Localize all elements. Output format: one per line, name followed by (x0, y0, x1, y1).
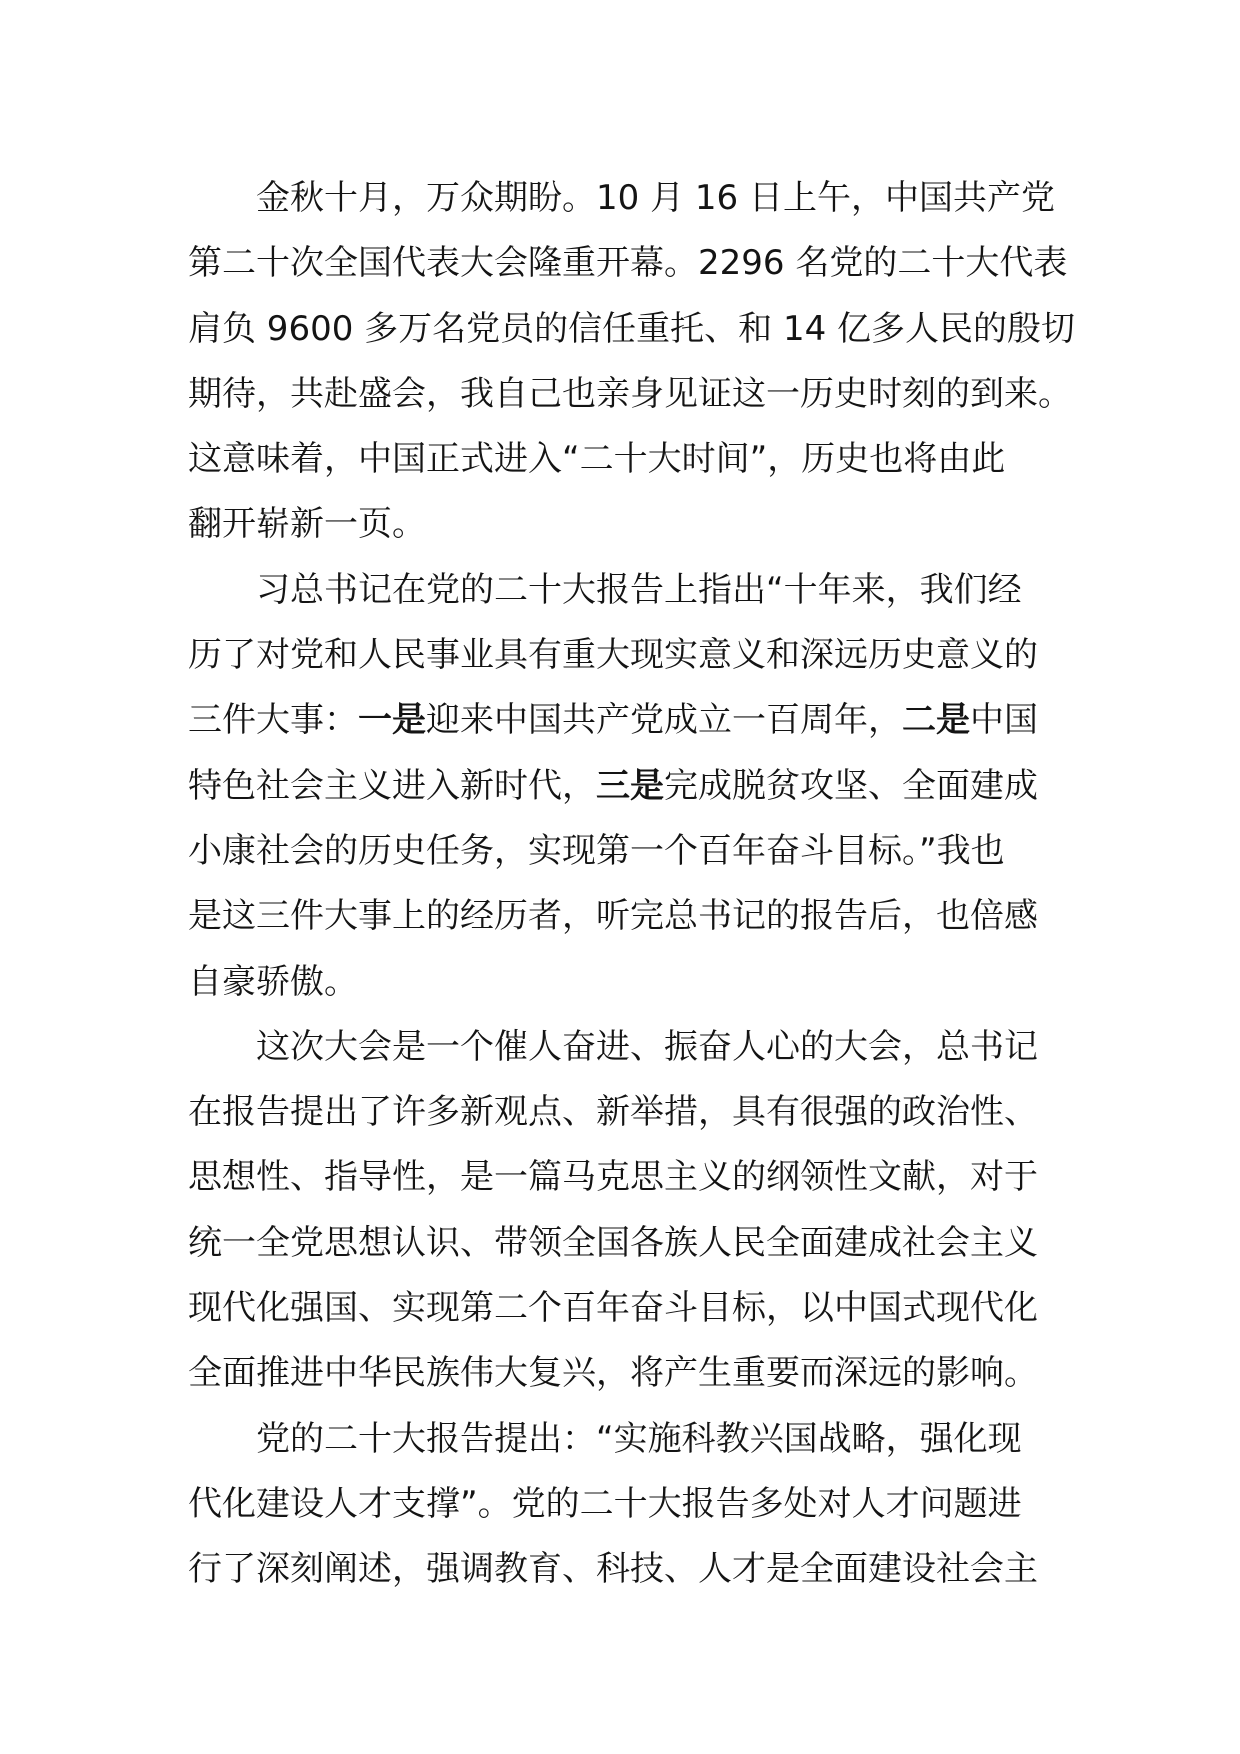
text-line: 现代化强国、实现第二个百年奋斗目标，以中国式现代化 (188, 1288, 1038, 1329)
body-text (188, 166, 1076, 1603)
text-run: 完成脱贫攻坚、全面建成 (664, 765, 1038, 806)
text-line (188, 754, 1068, 819)
text-line: 思想性、指导性，是一篇马克思主义的纲领性文献，对于 (188, 1157, 1038, 1198)
text-line: 期待，共赴盛会，我自己也亲身见证这一历史时刻的到来。 (188, 373, 1072, 414)
text-run: 中国 (970, 700, 1038, 741)
text-line: 第二十次全国代表大会隆重开幕。2296 名党的二十大代表 (188, 243, 1068, 284)
text-line: 党的二十大报告提出：“实施科教兴国战略，强化现 (256, 1418, 1022, 1459)
text-run: 迎来中国共产党成立一百周年， (426, 700, 902, 741)
text-line: 翻开崭新一页。 (188, 504, 426, 545)
text-line: 在报告提出了许多新观点、新举措，具有很强的政治性、 (188, 1092, 1038, 1133)
paragraph-1 (188, 166, 1076, 558)
text-line: 这意味着，中国正式进入“二十大时间”，历史也将由此 (188, 439, 1006, 480)
text-line: 统一全党思想认识、带领全国各族人民全面建成社会主义 (188, 1222, 1038, 1263)
text-line: 习总书记在党的二十大报告上指出“十年来，我们经 (256, 569, 1022, 610)
bold-emphasis: 二是 (902, 700, 970, 741)
text-line: 历了对党和人民事业具有重大现实意义和深远历史意义的 (188, 635, 1038, 676)
text-line: 金秋十月，万众期盼。10 月 16 日上午，中国共产党 (256, 178, 1055, 218)
text-line: 小康社会的历史任务，实现第一个百年奋斗目标。”我也 (188, 830, 1005, 871)
text-line: 肩负 9600 多万名党员的信任重托、和 14 亿多人民的殷切 (188, 308, 1076, 349)
text-line: 行了深刻阐述，强调教育、科技、人才是全面建设社会主 (188, 1549, 1038, 1590)
text-line: 是这三件大事上的经历者，听完总书记的报告后，也倍感 (188, 896, 1038, 937)
text-line: 代化建设人才支撑”。党的二十大报告多处对人才问题进 (188, 1483, 1022, 1524)
bold-emphasis: 三是 (596, 765, 664, 806)
paragraph-4 (188, 1407, 1068, 1603)
text-line (188, 688, 1068, 753)
text-run: 三件大事： (188, 700, 358, 741)
paragraph-3 (188, 1015, 1068, 1407)
text-line: 全面推进中华民族伟大复兴，将产生重要而深远的影响。 (188, 1353, 1038, 1394)
paragraph-2 (188, 558, 1068, 1015)
text-run: 特色社会主义进入新时代， (188, 765, 596, 806)
bold-emphasis: 一是 (358, 700, 426, 741)
text-line: 这次大会是一个催人奋进、振奋人心的大会，总书记 (256, 1026, 1038, 1067)
text-line: 自豪骄傲。 (188, 961, 358, 1002)
